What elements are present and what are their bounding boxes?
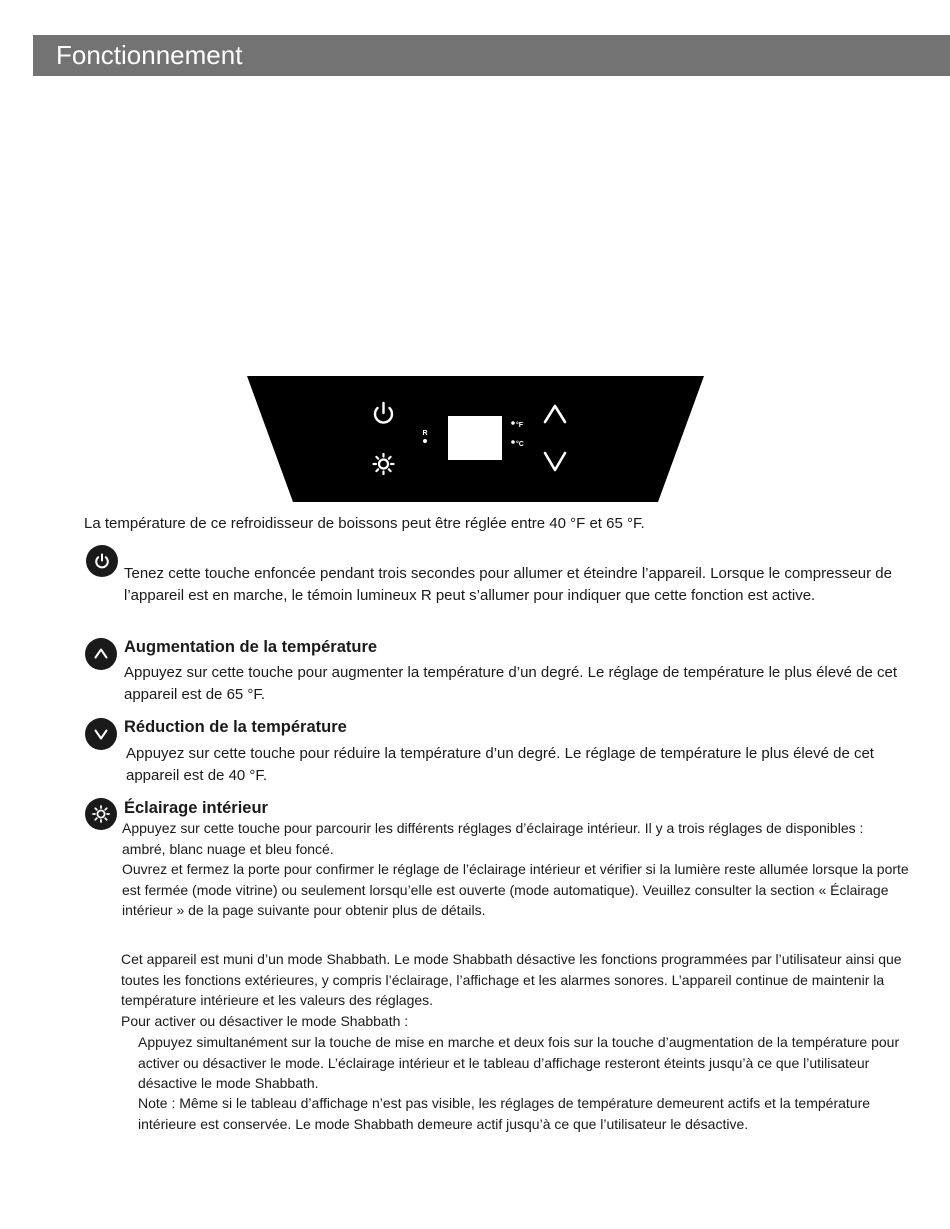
shabbath-intro: Cet appareil est muni d’un mode Shabbath. Le mode Shabbath désactive les fonctions programmées par l’utilisateur ainsi que toutes les fonctions extérieures, y compris l’éclairage, l’affichage et les alarmes sonores. L’appareil continue de maintenir la température intérieure et les valeurs des réglages. xyxy=(121,951,902,1008)
indicator-r-dot xyxy=(423,439,427,443)
shabbath-instructions: Appuyez simultanément sur la touche de mise en marche et deux fois sur la touche d’augmentation de la température pour activer ou désactiver le mode. L’éclairage intérieur et le tableau d’affichage resteront éteints jusqu’à ce que l’utilisateur désactive le mode Shabbath. xyxy=(138,1034,900,1091)
intro-text: La température de ce refroidisseur de boissons peut être réglée entre 40 °F et 65 °F. xyxy=(84,515,645,532)
temp-down-description: Appuyez sur cette touche pour réduire la température d’un degré. Le réglage de température le plus élevé de cet appareil est de 40 °F. xyxy=(126,745,874,784)
section-header xyxy=(33,35,950,76)
light-icon xyxy=(85,798,117,830)
section-title: Fonctionnement xyxy=(56,40,243,70)
power-icon xyxy=(86,545,118,577)
unit-f-label: °F xyxy=(516,422,524,429)
shabbath-note: Note : Même si le tableau d’affichage n’est pas visible, les réglages de température demeurent actifs et la température intérieure est conservée. Le mode Shabbath demeure actif jusqu’à ce que l’utilisateur le désactive. xyxy=(138,1095,871,1132)
indicator-r-label: R xyxy=(422,430,428,437)
panel-display xyxy=(448,416,502,460)
control-panel-illustration xyxy=(247,376,704,502)
light-title: Éclairage intérieur xyxy=(124,799,268,817)
chevron-up-icon xyxy=(85,638,117,670)
unit-c-label: °C xyxy=(516,441,524,448)
temp-up-title: Augmentation de la température xyxy=(124,638,378,656)
power-description: Tenez cette touche enfoncée pendant trois secondes pour allumer et éteindre l’appareil. Lorsque le compresseur de l’appareil est en marche, le témoin lumineux R peut s’allumer pour indiquer que cette fonction est active. xyxy=(124,565,892,604)
light-description-1: Appuyez sur cette touche pour parcourir les différents réglages d’éclairage intérieur. Il y a trois réglages de disponibles : ambré, blanc nuage et bleu foncé. xyxy=(122,820,864,857)
shabbath-howto-label: Pour activer ou désactiver le mode Shabbath : xyxy=(121,1013,409,1029)
chevron-down-icon xyxy=(85,718,117,750)
light-description-2: Ouvrez et fermez la porte pour confirmer le réglage de l’éclairage intérieur et vérifier si la lumière reste allumée lorsque la porte est fermée (mode vitrine) ou seulement lorsqu’elle est ouverte (mode automatique). Veuillez consulter la section « Éclairage intérieur » de la page suivante pour obtenir plus de détails. xyxy=(122,861,909,918)
temp-up-description: Appuyez sur cette touche pour augmenter la température d’un degré. Le réglage de température le plus élevé de cet appareil est de 65 °F. xyxy=(124,664,897,703)
temp-down-title: Réduction de la température xyxy=(124,718,347,736)
